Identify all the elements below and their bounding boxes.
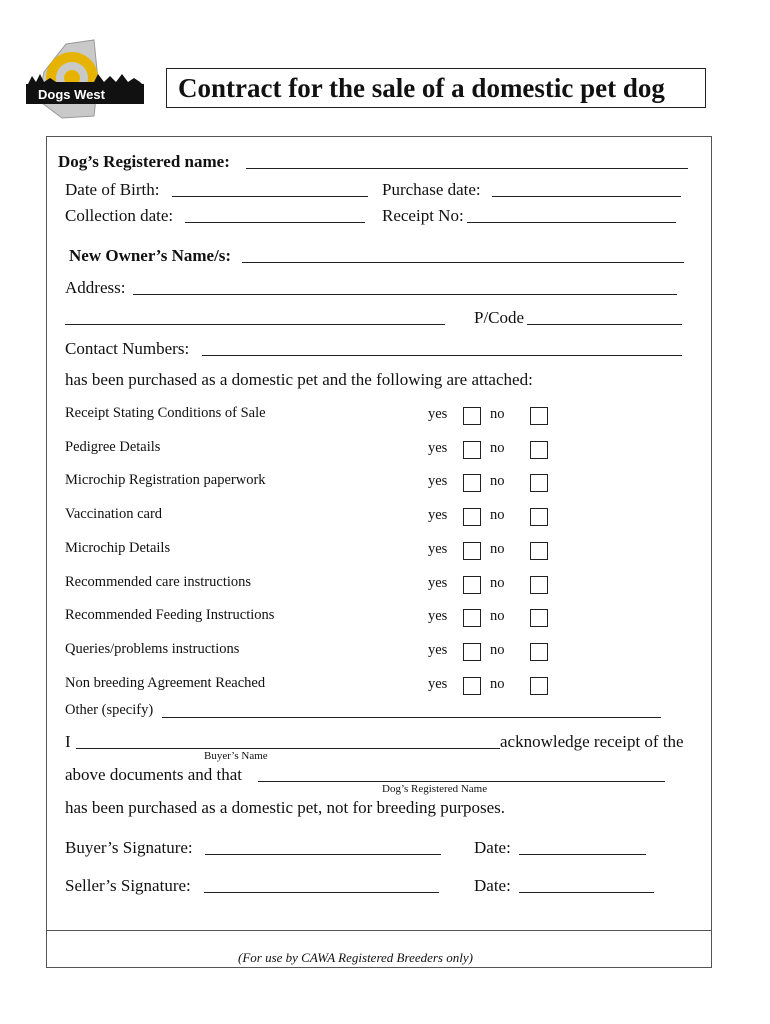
not-for-breeding-text: has been purchased as a domestic pet, not for breeding purposes. [65, 798, 505, 817]
title-box [166, 68, 706, 108]
yes-checkbox[interactable] [463, 677, 481, 695]
yes-checkbox[interactable] [463, 542, 481, 560]
seller-signature-label: Seller’s Signature: [65, 876, 191, 895]
yes-label: yes [428, 574, 448, 591]
yes-checkbox[interactable] [463, 407, 481, 425]
ack-text: acknowledge receipt of the [500, 732, 684, 751]
buyer-date-label: Date: [474, 838, 511, 857]
yes-checkbox[interactable] [463, 474, 481, 492]
yes-label: yes [428, 641, 448, 658]
no-label: no [490, 540, 505, 557]
no-checkbox[interactable] [530, 441, 548, 459]
registered-name-label: Dog’s Registered name: [58, 152, 230, 171]
yes-label: yes [428, 473, 448, 490]
purchased-intro: has been purchased as a domestic pet and the following are attached: [65, 370, 533, 389]
checklist-item-label: Microchip Details [65, 539, 171, 556]
buyer-signature-label: Buyer’s Signature: [65, 838, 193, 857]
checklist-item-label: Recommended Feeding Instructions [65, 607, 275, 624]
dogs-west-logo [24, 38, 148, 122]
yes-label: yes [428, 540, 448, 557]
no-checkbox[interactable] [530, 508, 548, 526]
yes-label: yes [428, 439, 448, 456]
no-label: no [490, 439, 505, 456]
checklist-item-label: Recommended care instructions [65, 573, 252, 590]
address-label: Address: [65, 278, 126, 297]
yes-label: yes [428, 675, 448, 692]
no-checkbox[interactable] [530, 407, 548, 425]
yes-checkbox[interactable] [463, 643, 481, 661]
yes-checkbox[interactable] [463, 576, 481, 594]
buyer-signature-field[interactable] [205, 854, 441, 855]
buyers-name-caption: Buyer’s Name [204, 750, 268, 762]
seller-signature-field[interactable] [204, 892, 439, 893]
no-checkbox[interactable] [530, 677, 548, 695]
no-checkbox[interactable] [530, 609, 548, 627]
contact-label: Contact Numbers: [65, 339, 190, 358]
no-checkbox[interactable] [530, 542, 548, 560]
yes-label: yes [428, 507, 448, 524]
checklist-item-label: Vaccination card [65, 506, 163, 523]
footer-note: (For use by CAWA Registered Breeders only) [238, 950, 473, 965]
purchase-date-field[interactable] [492, 196, 681, 197]
no-checkbox[interactable] [530, 576, 548, 594]
svg-text:Dogs West: Dogs West [38, 87, 105, 102]
no-label: no [490, 406, 505, 422]
buyer-date-field[interactable] [519, 854, 646, 855]
purchase-date-label: Purchase date: [382, 180, 481, 199]
buyer-name-field[interactable] [76, 748, 500, 749]
collection-date-label: Collection date: [65, 206, 174, 225]
no-label: no [490, 608, 505, 625]
other-specify-field[interactable] [162, 717, 661, 718]
pcode-label: P/Code [474, 308, 525, 327]
checklist-item-label: Non breeding Agreement Reached [65, 674, 266, 691]
no-label: no [490, 641, 505, 658]
address-line-2-field[interactable] [65, 324, 445, 325]
dob-label: Date of Birth: [65, 180, 160, 199]
above-docs-text: above documents and that [65, 765, 243, 784]
no-label: no [490, 675, 505, 692]
checklist-item-label: Microchip Registration paperwork [65, 472, 266, 489]
no-label: no [490, 473, 505, 490]
no-label: no [490, 574, 505, 591]
registered-name-field[interactable] [246, 168, 688, 169]
footer-divider [47, 930, 711, 931]
new-owner-label: New Owner’s Name/s: [69, 246, 232, 265]
page-title: Contract for the sale of a domestic pet dog [178, 73, 665, 103]
receipt-no-label: Receipt No: [382, 206, 464, 225]
pcode-field[interactable] [527, 324, 682, 325]
yes-checkbox[interactable] [463, 441, 481, 459]
no-label: no [490, 507, 505, 524]
dog-registered-name-field[interactable] [258, 781, 665, 782]
receipt-no-field[interactable] [467, 222, 676, 223]
address-field[interactable] [133, 294, 677, 295]
new-owner-field[interactable] [242, 262, 684, 263]
dob-field[interactable] [172, 196, 368, 197]
yes-label: yes [428, 406, 448, 422]
seller-date-field[interactable] [519, 892, 654, 893]
ack-i: I [65, 732, 71, 751]
yes-checkbox[interactable] [463, 609, 481, 627]
contact-field[interactable] [202, 355, 682, 356]
dogs-reg-name-caption: Dog’s Registered Name [382, 783, 488, 795]
yes-checkbox[interactable] [463, 508, 481, 526]
no-checkbox[interactable] [530, 643, 548, 661]
checklist-item-label: Receipt Stating Conditions of Sale [65, 405, 266, 421]
collection-date-field[interactable] [185, 222, 365, 223]
checklist-item-label: Queries/problems instructions [65, 640, 240, 657]
yes-label: yes [428, 608, 448, 625]
checklist-item-label: Pedigree Details [65, 438, 161, 455]
no-checkbox[interactable] [530, 474, 548, 492]
other-specify-label: Other (specify) [65, 702, 154, 718]
seller-date-label: Date: [474, 876, 511, 895]
